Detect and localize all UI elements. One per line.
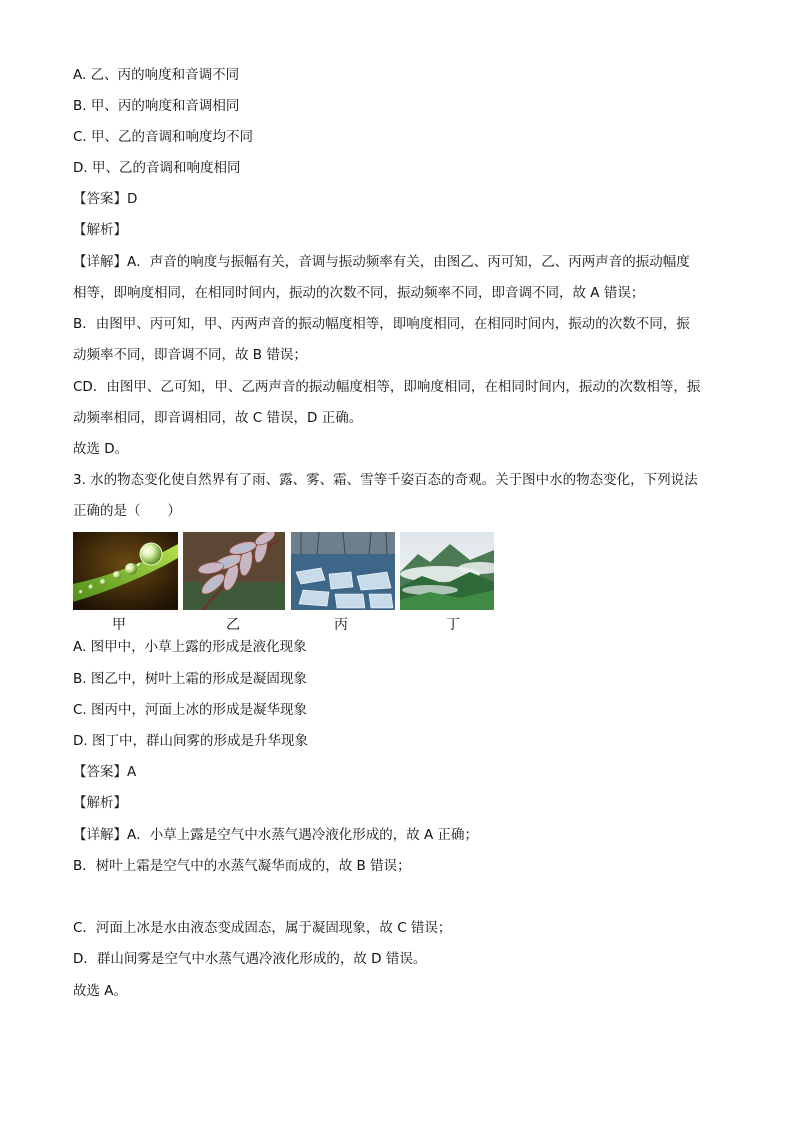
q2-option-d: D. 甲、乙的音调和响度相同 (73, 160, 241, 176)
q2-detail-line-1: 【详解】A．声音的响度与振幅有关，音调与振动频率有关，由图乙、丙可知，乙、丙两声音的振动幅度 (73, 254, 690, 270)
caption-ding: 丁 (446, 617, 460, 633)
q3-detail-line-2: B．树叶上霜是空气中的水蒸气凝华而成的，故 B 错误； (73, 858, 411, 874)
q2-conclusion: 故选 D。 (73, 441, 129, 457)
q3-stem-line-2: 正确的是（ ） (73, 503, 181, 519)
q3-detail-line-3: C．河面上冰是水由液态变成固态，属于凝固现象，故 C 错误； (73, 920, 452, 936)
q3-option-c: C. 图丙中，河面上冰的形成是凝华现象 (73, 702, 308, 718)
q2-detail-line-4: 动频率不同，即音调不同，故 B 错误； (73, 347, 307, 363)
q3-stem-line-1: 3. 水的物态变化使自然界有了雨、露、雾、霜、雪等千姿百态的奇观。关于图中水的物态变化，下列说法 (73, 472, 698, 488)
q3-conclusion: 故选 A。 (73, 983, 128, 999)
q3-option-b: B. 图乙中，树叶上霜的形成是凝固现象 (73, 671, 307, 687)
dew-on-grass-image (73, 532, 178, 610)
q3-detail-line-4: D．群山间雾是空气中水蒸气遇冷液化形成的，故 D 错误。 (73, 951, 427, 967)
caption-bing: 丙 (334, 617, 348, 633)
caption-jia: 甲 (112, 617, 126, 633)
frost-on-leaves-image (183, 532, 285, 610)
q2-detail-line-6: 动频率相同，即音调相同，故 C 错误，D 正确。 (73, 410, 363, 426)
caption-yi: 乙 (226, 617, 240, 633)
q3-analysis-label: 【解析】 (73, 795, 127, 811)
q3-answer: 【答案】A (73, 764, 137, 780)
fog-in-mountains-image (400, 532, 494, 610)
q3-option-d: D. 图丁中，群山间雾的形成是升华现象 (73, 733, 308, 749)
q3-detail-line-1: 【详解】A．小草上露是空气中水蒸气遇冷液化形成的，故 A 正确； (73, 827, 479, 843)
ice-on-river-image (291, 532, 395, 610)
q3-option-a: A. 图甲中，小草上露的形成是液化现象 (73, 639, 307, 655)
q2-detail-line-5: CD．由图甲、乙可知，甲、乙两声音的振动幅度相等，即响度相同，在相同时间内，振动的次数相等，振 (73, 379, 701, 395)
q2-detail-line-2: 相等，即响度相同，在相同时间内，振动的次数不同，振动频率不同，即音调不同，故 A 错误； (73, 285, 645, 301)
q2-answer: 【答案】D (73, 191, 138, 207)
q2-option-a: A. 乙、丙的响度和音调不同 (73, 67, 240, 83)
q2-detail-line-3: B．由图甲、丙可知，甲、丙两声音的振动幅度相等，即响度相同，在相同时间内，振动的次数不同，振 (73, 316, 690, 332)
q2-analysis-label: 【解析】 (73, 222, 127, 238)
q2-option-c: C. 甲、乙的音调和响度均不同 (73, 129, 254, 145)
q2-option-b: B. 甲、丙的响度和音调相同 (73, 98, 240, 114)
